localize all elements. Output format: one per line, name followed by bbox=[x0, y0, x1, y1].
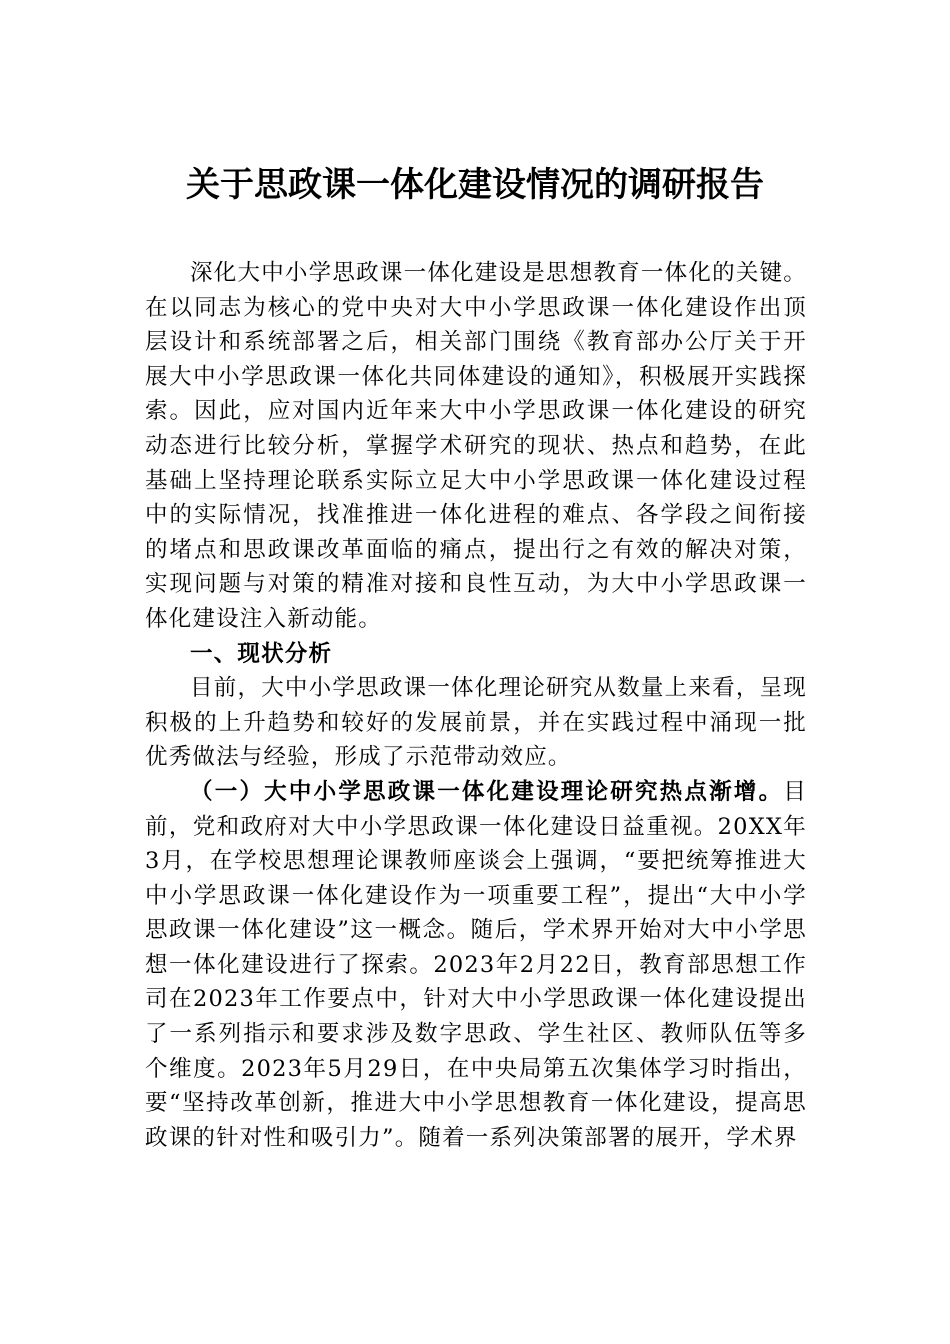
document-title: 关于思政课一体化建设情况的调研报告 bbox=[186, 165, 764, 205]
section-paragraph-status-analysis: 目前，大中小学思政课一体化理论研究从数量上来看，呈现积极的上升趋势和较好的发展前景，并在实践过程中涌现一批优秀做法与经验，形成了示范带动效应。 bbox=[145, 675, 807, 771]
document-body bbox=[145, 256, 807, 1155]
intro-paragraph: 深化大中小学思政课一体化建设是思想教育一体化的关键。在以同志为核心的党中央对大中小学思政课一体化建设作出顶层设计和系统部署之后，相关部门围绕《教育部办公厅关于开展大中小学思政课一体化共同体建设的通知》，积极展开实践探索。因此，应对国内近年来大中小学思政课一体化建设的研究动态进行比较分析，掌握学术研究的现状、热点和趋势，在此基础上坚持理论联系实际立足大中小学思政课一体化建设过程中的实际情况，找准推进一体化进程的难点、各学段之间衔接的堵点和思政课改革面临的痛点，提出行之有效的解决对策，实现问题与对策的精准对接和良性互动，为大中小学思政课一体化建设注入新动能。 bbox=[145, 260, 807, 632]
subsection-heading: （一）大中小学思政课一体化建设理论研究热点渐增。 bbox=[190, 778, 784, 805]
subsection-paragraph bbox=[145, 775, 807, 1156]
subsection-body: 目前，党和政府对大中小学思政课一体化建设日益重视。20XX年3月，在学校思想理论课教师座谈会上强调，“要把统筹推进大中小学思政课一体化建设作为一项重要工程”，提出“大中小学思政课一体化建设”这一概念。随后，学术界开始对大中小学思想一体化建设进行了探索。2023年2月22日，教育部思想工作司在2023年工作要点中，针对大中小学思政课一体化建设提出了一系列指示和要求涉及数字思政、学生社区、教师队伍等多个维度。2023年5月29日，在中央局第五次集体学习时指出，要“坚持改革创新，推进大中小学思想教育一体化建设，提高思政课的针对性和吸引力”。随着一系列决策部署的展开，学术界 bbox=[145, 778, 807, 1151]
section-heading-status-analysis: 一、现状分析 bbox=[190, 640, 333, 667]
